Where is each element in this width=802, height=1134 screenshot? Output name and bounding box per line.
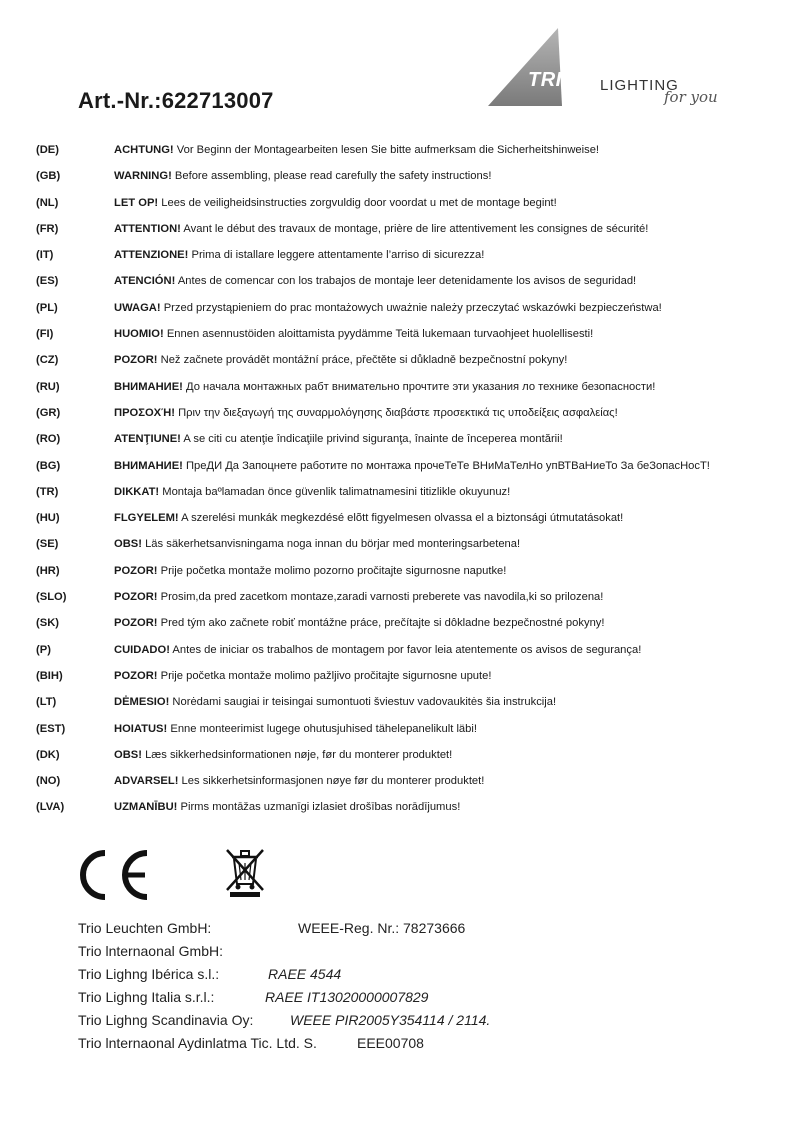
warning-heading: DĖMESIO! (114, 696, 170, 709)
language-code: (GR) (36, 406, 61, 419)
warning-text (114, 222, 648, 236)
warning-text (114, 748, 452, 762)
warning-row (36, 590, 796, 616)
warning-heading: LET OP! (114, 196, 159, 209)
warning-text (114, 643, 641, 657)
warning-row (36, 774, 796, 800)
warning-row (36, 406, 796, 432)
warning-row (36, 511, 796, 537)
company-name: Trio lnternaonal Aydinlatma Tic. Ltd. S. (78, 1035, 317, 1051)
warning-body: A szerelési munkák megkezdésé elõtt figyelmesen olvassa el a biztonsági útmutatásokat! (178, 512, 624, 525)
warning-heading: DIKKAT! (114, 485, 160, 498)
warning-body: ПреДИ Да Запоцнете работите по монтажа прочеТеТе ВНиМаТелНо упВТВаНиеТо За беЗопасНосТ! (182, 459, 710, 472)
warning-row (36, 432, 796, 458)
warning-text (114, 169, 491, 183)
warning-text (114, 327, 593, 341)
warning-heading: OBS! (114, 538, 142, 551)
warning-row (36, 800, 796, 826)
language-code: (NO) (36, 775, 61, 788)
language-code: (EST) (36, 722, 66, 735)
warning-row (36, 643, 796, 669)
warning-body: Prima di istallare leggere attentamente l’arriso di sicurezza! (188, 249, 485, 262)
warning-row (36, 537, 796, 563)
warning-text (114, 511, 623, 525)
warning-text (114, 564, 506, 578)
warning-body: A se citi cu atenţie îndicaţiile privind siguranţa, înainte de începerea montării! (180, 433, 563, 446)
registration-number: RAEE IT13020000007829 (265, 989, 429, 1005)
registration-row (78, 966, 778, 989)
warning-body: Lees de veiligheidsinstructies zorgvuldig door voordat u met de montage begint! (158, 196, 557, 209)
warning-body: До начала монтажных рабт внимательно прочтите эти указания ло технике безопасности! (182, 380, 656, 393)
warning-body: Les sikkerhetsinformasjonen nøye før du monterer produktet! (178, 775, 485, 788)
warning-body: Before assembling, please read carefully the safety instructions! (171, 170, 492, 183)
language-code: (TR) (36, 485, 59, 498)
warning-heading: UZMANĪBU! (114, 801, 178, 814)
warning-row (36, 669, 796, 695)
warning-body: Læs sikkerhedsinformationen nøje, før du monterer produktet! (141, 748, 453, 761)
registration-row (78, 1035, 778, 1058)
language-code: (LVA) (36, 801, 65, 814)
warning-row (36, 196, 796, 222)
company-name: Trio Lighng Scandinavia Oy: (78, 1012, 254, 1028)
company-name: Trio Lighng Italia s.r.l.: (78, 989, 215, 1005)
warning-heading: ACHTUNG! (114, 144, 174, 156)
warning-heading: WARNING! (114, 170, 172, 183)
warning-row (36, 248, 796, 274)
ce-mark-icon (75, 847, 151, 903)
logo-triangle-icon (486, 26, 566, 108)
warning-body: Przed przystąpieniem do prac montażowych uważnie należy przeczytać wskazówki bezpieczeństwa! (160, 301, 662, 314)
language-code: (SK) (36, 617, 59, 630)
company-name: Trio Lighng Ibérica s.l.: (78, 966, 220, 982)
warning-row (36, 722, 796, 748)
language-code: (PL) (36, 301, 58, 314)
warning-text (114, 196, 557, 210)
warning-text (114, 485, 510, 499)
warning-row (36, 353, 796, 379)
warning-body: Norėdami saugiai ir teisingai sumontuoti šviestuv vadovaukitės šia instrukcija! (169, 696, 557, 709)
warning-body: Enne monteerimist lugege ohutusjuhised tähelepanelikult läbi! (167, 722, 477, 735)
warning-text (114, 143, 599, 157)
logo-tagline: for you (664, 88, 718, 106)
language-code: (GB) (36, 170, 61, 183)
warning-body: Ennen asennustöiden aloittamista pyydämme Teitä lukemaan turvaohjeet huolellisesti! (163, 328, 594, 341)
language-code: (LT) (36, 696, 57, 709)
language-code: (DE) (36, 144, 59, 156)
warning-text (114, 616, 605, 630)
language-code: (BG) (36, 459, 61, 472)
warning-text (114, 459, 710, 473)
warning-row (36, 695, 796, 721)
warning-row (36, 222, 796, 248)
warning-heading: POZOR! (114, 564, 158, 577)
warning-body: Antes de iniciar os trabalhos de montagem por favor leia atentemente os avisos de segurança! (169, 643, 642, 656)
warning-text (114, 301, 662, 315)
registration-row (78, 1012, 778, 1035)
safety-warning-list (36, 143, 796, 827)
warning-text (114, 274, 636, 288)
crossed-out-wheelie-bin-icon (224, 846, 266, 898)
warning-body: Prosim,da pred zacetkom montaze,zaradi varnosti preberete vas navodila,ki so prilozena! (157, 591, 604, 604)
warning-body: Antes de comencar con los trabajos de montaje leer detenidamente los avisos de seguridad! (175, 275, 637, 288)
warning-text (114, 353, 567, 367)
language-code: (CZ) (36, 354, 59, 367)
logo-lighting: LIGHTING (600, 77, 679, 94)
registration-number: WEEE PIR2005Y354114 / 2114. (290, 1012, 491, 1028)
language-code: (RU) (36, 380, 60, 393)
language-code: (RO) (36, 433, 61, 446)
warning-text (114, 774, 484, 788)
warning-heading: POZOR! (114, 591, 158, 604)
registration-number: RAEE 4544 (268, 966, 342, 982)
warning-heading: ΠΡΟΣΟΧΉ! (114, 406, 175, 419)
warning-heading: ВНИМАНИЕ! (114, 459, 183, 472)
warning-row (36, 459, 796, 485)
language-code: (FR) (36, 222, 59, 235)
warning-row (36, 616, 796, 642)
language-code: (DK) (36, 748, 60, 761)
logo-brand: TRIO (528, 69, 578, 91)
warning-heading: CUIDADO! (114, 643, 170, 656)
warning-body: Pred tým ako začnete robiť montážne práce, prečítajte si dôkladne bezpečnostné pokyny! (157, 617, 605, 630)
company-name: Trio lnternaonal GmbH: (78, 943, 223, 959)
warning-body: Avant le début des travaux de montage, prière de lire attentivement les consignes de sécurité! (180, 222, 649, 235)
warning-heading: ATTENZIONE! (114, 249, 189, 262)
language-code: (HR) (36, 564, 60, 577)
warning-heading: HOIATUS! (114, 722, 168, 735)
warning-heading: FLGYELEM! (114, 512, 179, 525)
warning-heading: ATENCIÓN! (114, 275, 176, 288)
warning-body: Než začnete provádět montážní práce, přečtěte si důkladně bezpečnostní pokyny! (157, 354, 568, 367)
warning-heading: OBS! (114, 748, 142, 761)
warning-text (114, 800, 460, 814)
warning-heading: ADVARSEL! (114, 775, 179, 788)
warning-body: Prije početka montaže molimo pozorno pročitajte sigurnosne naputke! (157, 564, 507, 577)
warning-row (36, 748, 796, 774)
warning-text (114, 695, 556, 709)
warning-heading: ATENŢIUNE! (114, 433, 181, 446)
warning-text (114, 248, 484, 262)
language-code: (SE) (36, 538, 59, 551)
warning-body: Pirms montāžas uzmanīgi izlasiet drošības norādījumus! (177, 801, 461, 814)
warning-text (114, 590, 603, 604)
warning-heading: POZOR! (114, 669, 158, 682)
warning-body: Vor Beginn der Montagearbeiten lesen Sie bitte aufmerksam die Sicherheitshinweise! (173, 144, 600, 156)
warning-text (114, 537, 520, 551)
weee-registration-list (78, 920, 778, 1058)
language-code: (NL) (36, 196, 59, 209)
warning-row (36, 143, 796, 169)
language-code: (IT) (36, 249, 54, 262)
registration-number: EEE00708 (357, 1035, 424, 1051)
warning-row (36, 485, 796, 511)
warning-text (114, 432, 563, 446)
language-code: (BIH) (36, 669, 63, 682)
warning-text (114, 406, 618, 420)
warning-heading: ВНИМАНИЕ! (114, 380, 183, 393)
warning-body: Montaja baºlamadan önce güvenlik talimatnamesini titizlikle okuyunuz! (159, 485, 511, 498)
warning-heading: POZOR! (114, 617, 158, 630)
registration-number: WEEE-Reg. Nr.: 78273666 (298, 920, 466, 936)
warning-heading: UWAGA! (114, 301, 161, 314)
registration-row (78, 943, 778, 966)
language-code: (P) (36, 643, 51, 656)
registration-row (78, 989, 778, 1012)
company-name: Trio Leuchten GmbH: (78, 920, 212, 936)
warning-row (36, 564, 796, 590)
warning-body: Πριν την διεξαγωγή της συναρμολόγησης διαβάστε προσεκτικά τις υποδείξεις ασφαλείας! (174, 406, 618, 419)
language-code: (ES) (36, 275, 59, 288)
warning-text (114, 669, 491, 683)
registration-row (78, 920, 778, 943)
warning-row (36, 301, 796, 327)
warning-row (36, 327, 796, 353)
warning-heading: ATTENTION! (114, 222, 181, 235)
trio-lighting-logo (486, 26, 726, 126)
language-code: (SLO) (36, 591, 67, 604)
warning-body: Läs säkerhetsanvisningama noga innan du börjar med monteringsarbetena! (141, 538, 521, 551)
warning-row (36, 274, 796, 300)
warning-heading: HUOMIO! (114, 328, 164, 341)
warning-heading: POZOR! (114, 354, 158, 367)
warning-body: Prije početka montaže molimo pažljivo pročitajte sigurnosne upute! (157, 669, 492, 682)
language-code: (HU) (36, 512, 60, 525)
warning-text (114, 722, 477, 736)
language-code: (FI) (36, 328, 54, 341)
warning-text (114, 380, 655, 394)
warning-row (36, 380, 796, 406)
article-number: Art.-Nr.:622713007 (78, 88, 274, 113)
warning-row (36, 169, 796, 195)
